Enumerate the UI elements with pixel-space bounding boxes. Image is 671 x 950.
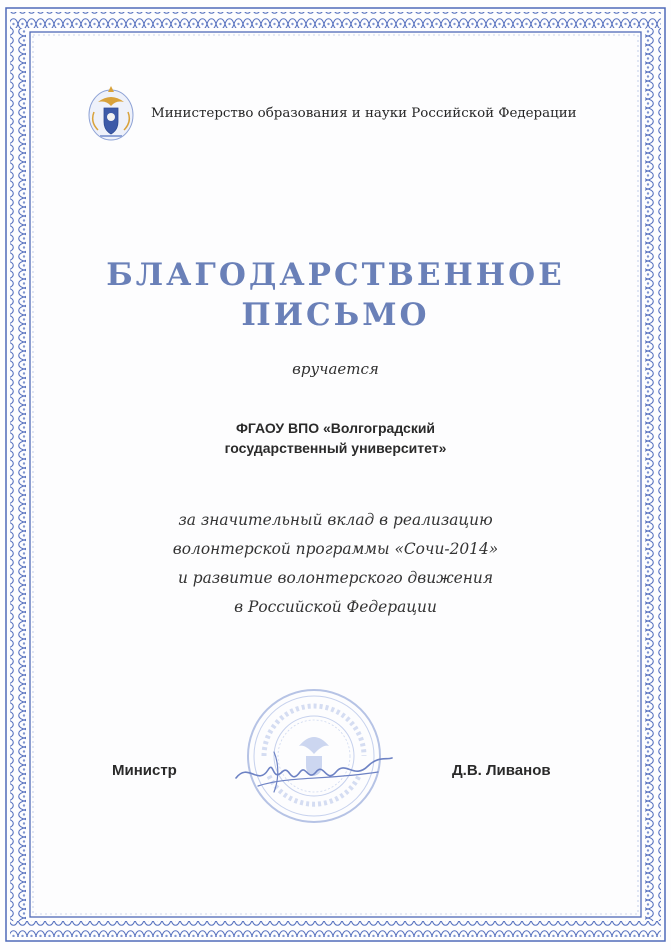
handwritten-signature xyxy=(228,742,398,798)
recipient-line-2: государственный университет» xyxy=(224,440,447,456)
reason-line-3: и развитие волонтерского движения xyxy=(177,569,494,587)
reason-line-2: волонтерской программы «Сочи-2014» xyxy=(172,540,499,558)
document-title-line-1: БЛАГОДАРСТВЕННОЕ xyxy=(106,257,565,293)
document-title-line-2: ПИСЬМО xyxy=(241,297,430,333)
ministry-name: Министерство образования и науки Российской Федерации xyxy=(151,106,577,121)
signatory-name: Д.В. Ливанов xyxy=(452,762,551,779)
awarded-text: вручается xyxy=(292,360,379,378)
signatory-title: Министр xyxy=(112,762,177,779)
recipient-line-1: ФГАОУ ВПО «Волгоградский xyxy=(235,420,436,436)
reason-line-1: за значительный вклад в реализацию xyxy=(178,511,493,529)
reason-line-4: в Российской Федерации xyxy=(234,598,437,616)
ministry-emblem-icon xyxy=(86,82,136,144)
